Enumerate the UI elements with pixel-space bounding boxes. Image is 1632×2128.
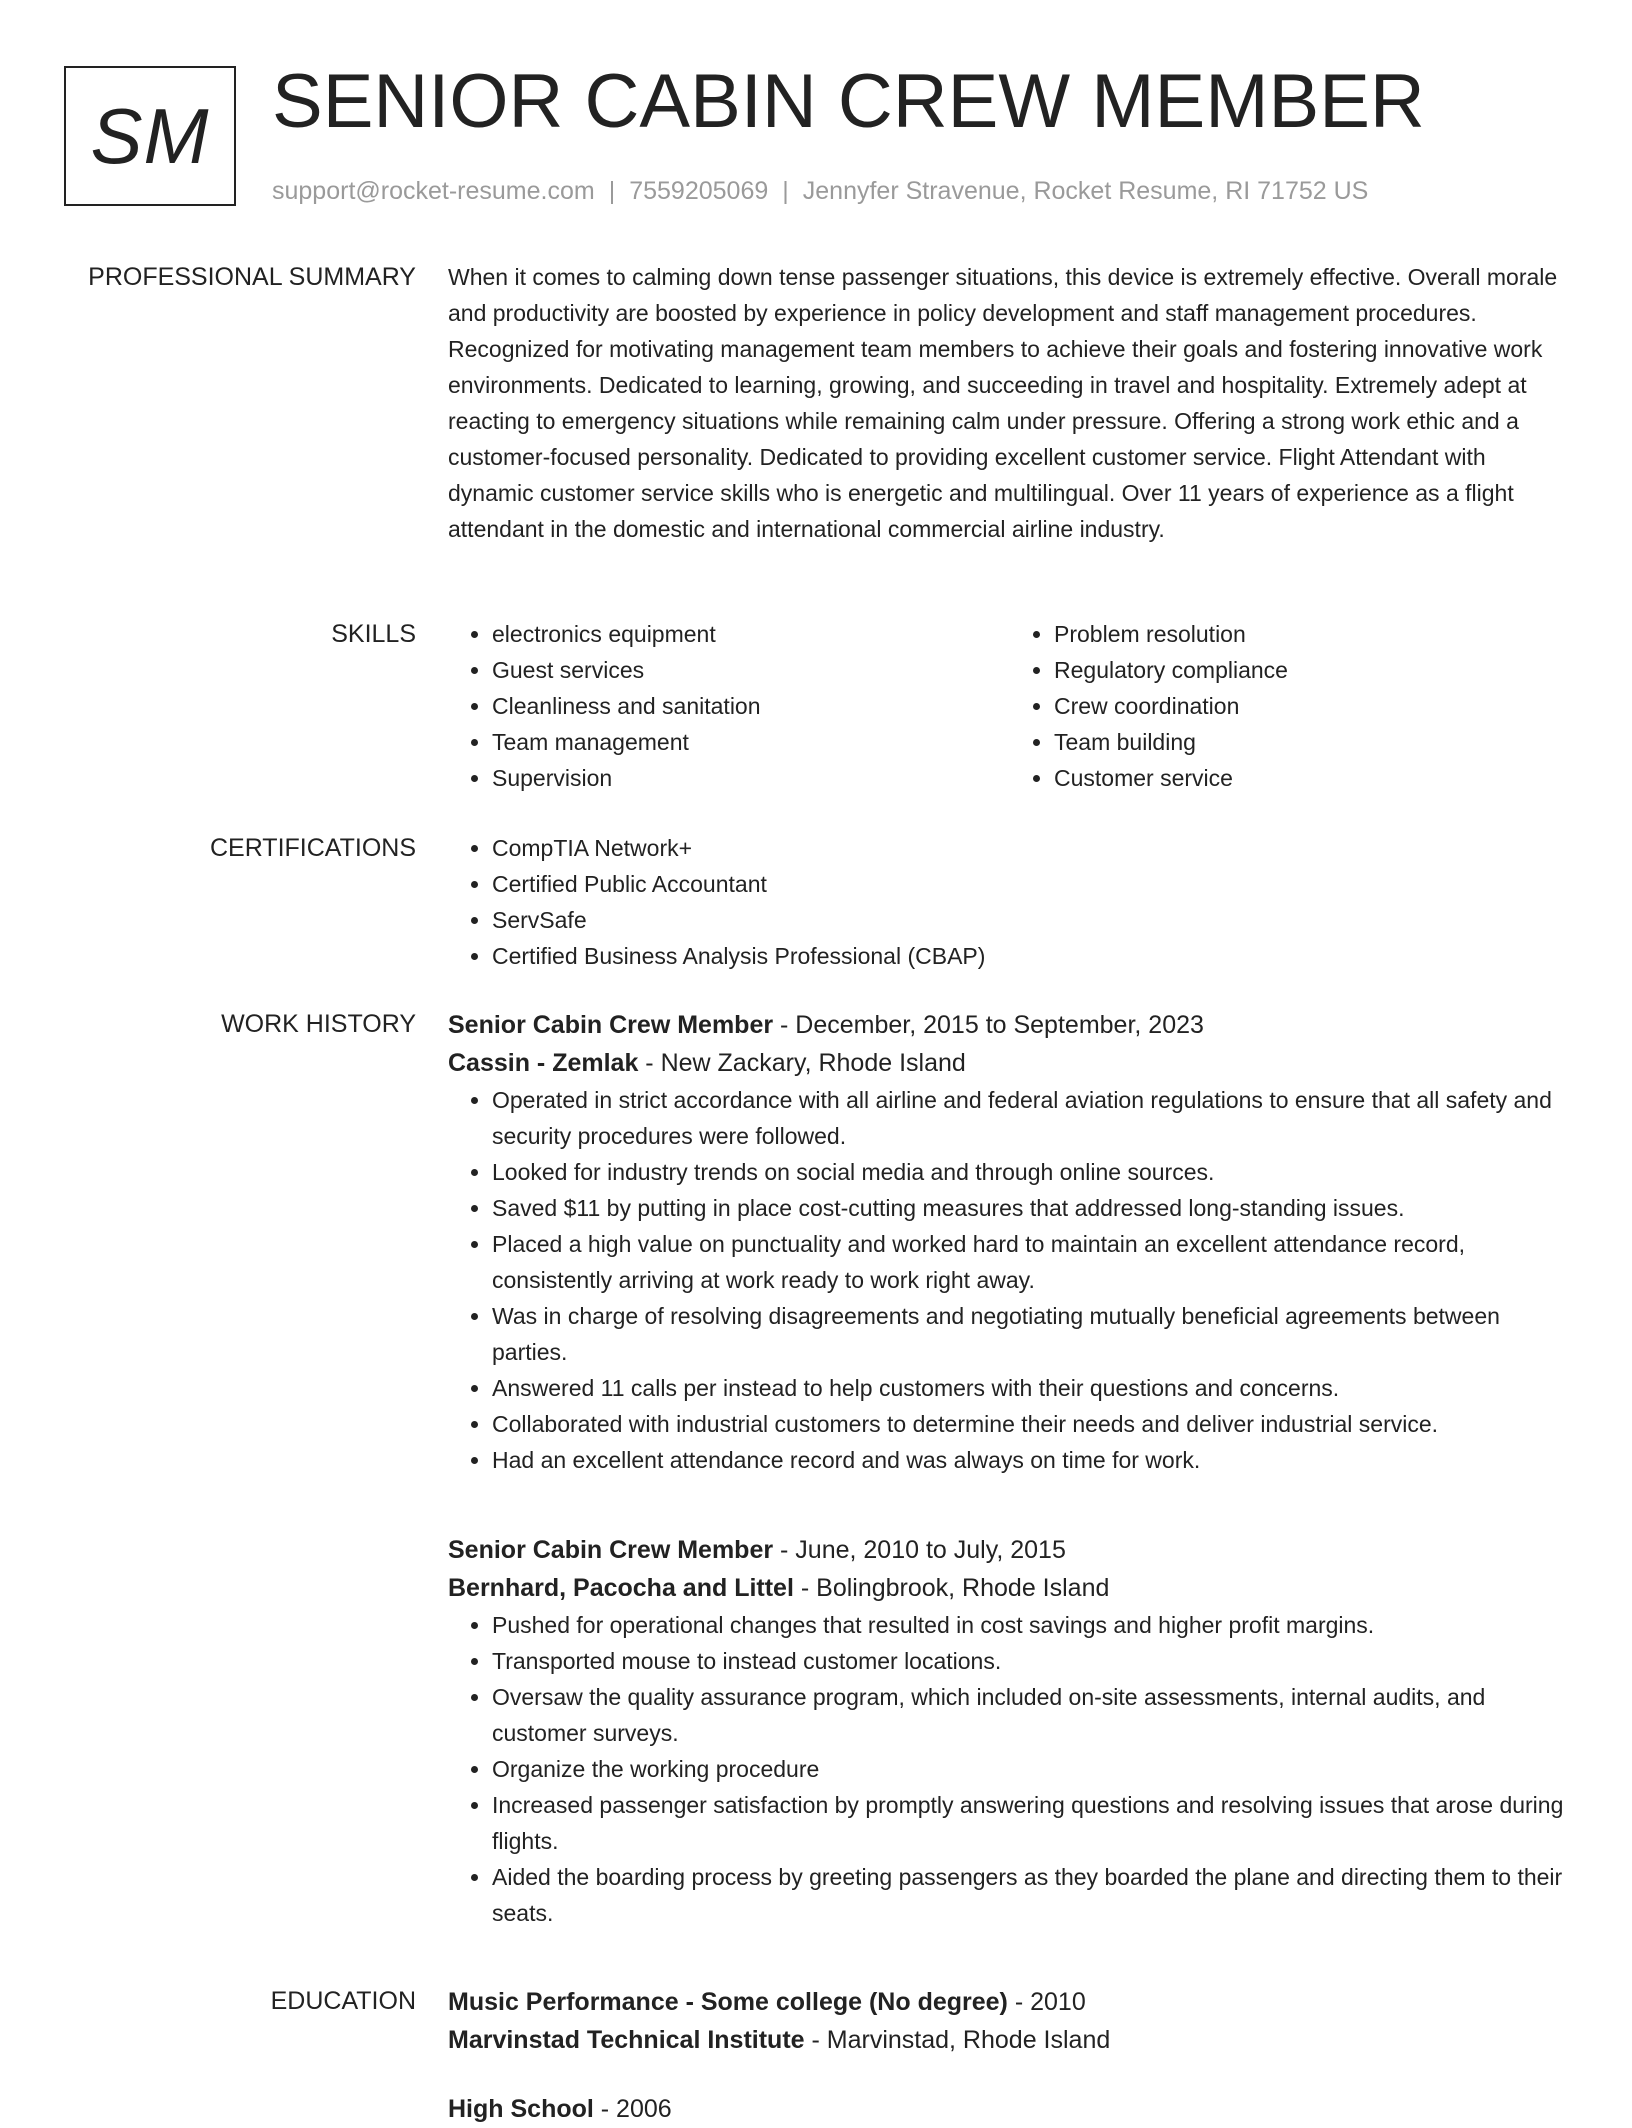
summary-text: When it comes to calming down tense passenger situations, this device is extremely effective. Overall morale and productivity are boosted by experience in policy development and staff management procedures. Recognized for motivating management team members to achieve their goals and fostering innovative work environments. Dedicated to learning, growing, and succeeding in travel and hospitality. Extremely adept at reacting to emergency situations while remaining calm under pressure. Offering a strong work ethic and a customer-focused personality. Dedicated to providing excellent customer service. Flight Attendant with dynamic customer service skills who is energetic and multilingual. Over 11 years of experience as a flight attendant in the domestic and international commercial airline industry. [448, 264, 1558, 542]
job-entry [448, 1531, 1572, 1931]
education-entry [448, 2090, 1572, 2128]
skill-item: • Team building [1054, 724, 1572, 760]
skill-item: • Team management [492, 724, 1010, 760]
job-location: - Bolingbrook, Rhode Island [793, 1574, 1110, 1602]
job-bullet: • Collaborated with industrial customers to determine their needs and deliver industrial service. [492, 1406, 1572, 1442]
skills-list-left [448, 616, 1010, 796]
skills-label: SKILLS [331, 620, 416, 648]
job-bullet: • Oversaw the quality assurance program, which included on-site assessments, internal audits, and customer surveys. [492, 1679, 1572, 1751]
contact-address: Jennyfer Stravenue, Rocket Resume, RI 71752 US [802, 177, 1369, 205]
education-degree: High School [448, 2095, 594, 2123]
resume-title: SENIOR CABIN CREW MEMBER [272, 59, 1425, 144]
job-employer: Cassin - Zemlak [448, 1049, 639, 1077]
education-degree-line [448, 2090, 1572, 2128]
job-bullet: • Pushed for operational changes that resulted in cost savings and higher profit margins. [492, 1607, 1572, 1643]
job-bullet: • Organize the working procedure [492, 1751, 1572, 1787]
job-bullets [448, 1082, 1572, 1478]
education-school: Marvinstad Technical Institute [448, 2026, 805, 2054]
skill-item: • Customer service [1054, 760, 1572, 796]
skill-item: • Crew coordination [1054, 688, 1572, 724]
job-bullet: • Placed a high value on punctuality and worked hard to maintain an excellent attendance record, consistently arriving at work ready to work right away. [492, 1226, 1572, 1298]
certifications-label: CERTIFICATIONS [209, 834, 416, 862]
education-degree-line [448, 1983, 1572, 2021]
job-bullet: • Increased passenger satisfaction by promptly answering questions and resolving issues that arose during flights. [492, 1787, 1572, 1859]
certification-item: • ServSafe [492, 902, 1572, 938]
job-employer: Bernhard, Pacocha and Littel [448, 1574, 794, 1602]
skill-item: • Regulatory compliance [1054, 652, 1572, 688]
summary-label: PROFESSIONAL SUMMARY [88, 263, 416, 291]
job-title: Senior Cabin Crew Member [448, 1536, 774, 1564]
skill-item: • electronics equipment [492, 616, 1010, 652]
job-employer-line [448, 1569, 1572, 1607]
education-location: - Marvinstad, Rhode Island [804, 2026, 1111, 2054]
job-bullet: • Was in charge of resolving disagreements and negotiating mutually beneficial agreements between parties. [492, 1298, 1572, 1370]
contact-email: support@rocket-resume.com [272, 177, 595, 205]
job-location: - New Zackary, Rhode Island [638, 1049, 966, 1077]
initials-monogram: SM [64, 66, 236, 206]
skills-list-right [1010, 616, 1572, 796]
skill-item: • Cleanliness and sanitation [492, 688, 1010, 724]
education-school-line [448, 2021, 1572, 2059]
job-bullet: • Operated in strict accordance with all airline and federal aviation regulations to ensure that all safety and security procedures were followed. [492, 1082, 1572, 1154]
certification-item: • CompTIA Network+ [492, 830, 1572, 866]
work-history-label: WORK HISTORY [221, 1010, 416, 1038]
job-bullet: • Had an excellent attendance record and was always on time for work. [492, 1442, 1572, 1478]
job-dates: - December, 2015 to September, 2023 [773, 1011, 1204, 1039]
job-bullet: • Answered 11 calls per instead to help customers with their questions and concerns. [492, 1370, 1572, 1406]
contact-phone: 7559205069 [629, 177, 769, 205]
certification-item: • Certified Public Accountant [492, 866, 1572, 902]
contact-separator: | [782, 177, 789, 205]
education-label: EDUCATION [270, 1987, 416, 2015]
job-title-line [448, 1006, 1572, 1044]
certifications-list [448, 830, 1572, 974]
education-year: - 2010 [1007, 1988, 1086, 2016]
job-employer-line [448, 1044, 1572, 1082]
skill-item: • Supervision [492, 760, 1010, 796]
job-title: Senior Cabin Crew Member [448, 1011, 774, 1039]
contact-line [272, 174, 1368, 208]
job-bullet: • Looked for industry trends on social media and through online sources. [492, 1154, 1572, 1190]
education-entry [448, 1983, 1572, 2059]
job-bullet: • Aided the boarding process by greeting passengers as they boarded the plane and directing them to their seats. [492, 1859, 1572, 1931]
education-year: - 2006 [593, 2095, 672, 2123]
job-dates: - June, 2010 to July, 2015 [773, 1536, 1066, 1564]
job-entry [448, 1006, 1572, 1478]
skill-item: • Guest services [492, 652, 1010, 688]
job-bullet: • Saved $11 by putting in place cost-cutting measures that addressed long-standing issues. [492, 1190, 1572, 1226]
job-bullets [448, 1607, 1572, 1931]
skill-item: • Problem resolution [1054, 616, 1572, 652]
job-bullet: • Transported mouse to instead customer locations. [492, 1643, 1572, 1679]
job-title-line [448, 1531, 1572, 1569]
certification-item: • Certified Business Analysis Professional (CBAP) [492, 938, 1572, 974]
contact-separator: | [608, 177, 616, 205]
education-degree: Music Performance - Some college (No degree) [448, 1988, 1008, 2016]
